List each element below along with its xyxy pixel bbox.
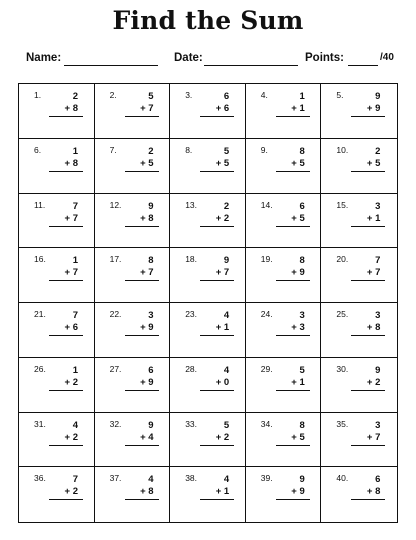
problem-cell[interactable] bbox=[95, 303, 171, 358]
points-denominator: /40 bbox=[380, 52, 394, 63]
plus-operator: + bbox=[140, 212, 146, 224]
addend-top: 7 bbox=[375, 255, 381, 267]
addend-bottom bbox=[128, 486, 154, 497]
problem-number: 14. bbox=[260, 199, 273, 210]
addend-top: 1 bbox=[72, 145, 78, 157]
problem-cell[interactable] bbox=[321, 358, 397, 413]
problem-number: 9. bbox=[260, 144, 268, 155]
addend-top: 4 bbox=[223, 474, 230, 486]
sum-line bbox=[49, 116, 83, 117]
addend-top: 5 bbox=[223, 145, 230, 157]
plus-operator: + bbox=[215, 267, 222, 279]
addend-bottom-value: 5 bbox=[299, 212, 305, 224]
sum-line bbox=[351, 171, 385, 172]
worksheet-header bbox=[0, 52, 416, 70]
addend-top: 5 bbox=[223, 419, 230, 431]
sum-line bbox=[351, 280, 385, 281]
plus-operator: + bbox=[64, 212, 71, 224]
addend-bottom bbox=[279, 432, 305, 443]
problem-number: 12. bbox=[109, 199, 122, 210]
sum-line bbox=[276, 390, 310, 391]
addend-bottom bbox=[354, 486, 380, 497]
sum-line bbox=[125, 171, 159, 172]
name-field-line[interactable] bbox=[64, 65, 158, 66]
addend-bottom bbox=[354, 213, 380, 224]
problem-cell[interactable] bbox=[246, 358, 322, 413]
name-label: Name: bbox=[26, 52, 62, 64]
addend-top: 2 bbox=[375, 145, 381, 157]
problem-number: 10. bbox=[336, 144, 349, 155]
addend-bottom bbox=[354, 267, 380, 278]
addend-top: 9 bbox=[148, 419, 154, 431]
addend-top: 3 bbox=[375, 310, 381, 321]
plus-operator: + bbox=[291, 103, 297, 114]
problem-cell[interactable] bbox=[95, 248, 171, 303]
plus-operator: + bbox=[64, 157, 71, 169]
addend-bottom bbox=[128, 103, 154, 114]
problem-cell[interactable] bbox=[170, 413, 246, 468]
addend-top: 1 bbox=[72, 255, 78, 267]
problem-grid bbox=[18, 83, 398, 523]
plus-operator: + bbox=[366, 212, 373, 224]
plus-operator: + bbox=[366, 376, 373, 388]
problem-cell[interactable] bbox=[95, 84, 171, 139]
addend-bottom bbox=[203, 432, 229, 443]
addend-bottom bbox=[203, 267, 229, 278]
sum-line bbox=[276, 335, 310, 336]
addend-bottom-value: 6 bbox=[223, 103, 230, 114]
problem-cell[interactable] bbox=[19, 303, 95, 358]
plus-operator: + bbox=[140, 486, 146, 498]
problem-number: 11. bbox=[34, 199, 46, 210]
plus-operator: + bbox=[215, 376, 222, 388]
sum-line bbox=[49, 445, 83, 446]
addend-bottom bbox=[279, 486, 305, 497]
addend-bottom-value: 5 bbox=[148, 157, 154, 169]
problem-cell[interactable] bbox=[19, 84, 95, 139]
problem-cell[interactable] bbox=[321, 467, 397, 522]
addend-top: 6 bbox=[299, 200, 305, 212]
sum-line bbox=[49, 226, 83, 227]
problem-number: 22. bbox=[109, 309, 122, 319]
plus-operator: + bbox=[215, 157, 222, 169]
addend-bottom-value: 5 bbox=[223, 157, 230, 169]
addend-top: 8 bbox=[148, 255, 154, 267]
problem-number: 24. bbox=[260, 309, 273, 319]
addend-top: 3 bbox=[375, 419, 381, 431]
problem-cell[interactable] bbox=[246, 467, 322, 522]
addend-bottom bbox=[128, 322, 154, 333]
addend-bottom bbox=[279, 322, 305, 333]
addend-top: 3 bbox=[299, 310, 305, 321]
plus-operator: + bbox=[64, 376, 71, 388]
sum-line bbox=[200, 280, 234, 281]
addend-bottom bbox=[203, 158, 229, 169]
addend-top: 4 bbox=[223, 364, 230, 376]
addend-bottom-value: 2 bbox=[223, 212, 230, 224]
problem-number: 29. bbox=[260, 363, 273, 374]
sum-line bbox=[351, 499, 385, 500]
sum-line bbox=[125, 335, 159, 336]
problem-cell[interactable] bbox=[170, 194, 246, 249]
addend-bottom bbox=[279, 377, 305, 388]
problem-number: 28. bbox=[185, 363, 198, 374]
plus-operator: + bbox=[64, 267, 71, 279]
sum-line bbox=[200, 226, 234, 227]
addend-bottom-value: 8 bbox=[375, 322, 381, 333]
addend-bottom bbox=[128, 377, 154, 388]
points-label: Points: bbox=[305, 52, 344, 64]
addend-bottom-value: 5 bbox=[299, 157, 305, 169]
addend-bottom bbox=[52, 377, 78, 388]
problem-number: 23. bbox=[185, 309, 198, 319]
addend-bottom-value: 8 bbox=[148, 486, 154, 498]
addend-bottom bbox=[354, 432, 380, 443]
addend-bottom bbox=[52, 158, 78, 169]
addend-top: 2 bbox=[148, 145, 154, 157]
sum-line bbox=[200, 445, 234, 446]
sum-line bbox=[200, 171, 234, 172]
problem-cell[interactable] bbox=[170, 303, 246, 358]
addend-bottom-value: 3 bbox=[299, 322, 305, 333]
addend-bottom bbox=[354, 158, 380, 169]
plus-operator: + bbox=[366, 267, 373, 279]
problem-number: 16. bbox=[34, 254, 46, 265]
addend-top: 7 bbox=[72, 200, 78, 212]
addend-bottom-value: 5 bbox=[375, 157, 381, 169]
addend-bottom-value: 1 bbox=[223, 322, 230, 333]
addend-top: 7 bbox=[72, 310, 78, 321]
addend-top: 5 bbox=[299, 364, 305, 376]
addend-top: 5 bbox=[148, 91, 154, 102]
plus-operator: + bbox=[64, 103, 71, 114]
problem-number: 31. bbox=[34, 418, 46, 429]
plus-operator: + bbox=[291, 322, 297, 333]
addend-bottom bbox=[354, 103, 380, 114]
problem-cell[interactable] bbox=[246, 303, 322, 358]
problem-number: 18. bbox=[185, 254, 198, 265]
addend-top: 6 bbox=[148, 364, 154, 376]
addend-top: 4 bbox=[148, 474, 154, 486]
plus-operator: + bbox=[366, 322, 373, 333]
addend-top: 6 bbox=[375, 474, 381, 486]
addend-top: 1 bbox=[299, 91, 305, 102]
addend-bottom-value: 1 bbox=[299, 103, 305, 114]
problem-number: 25. bbox=[336, 309, 349, 319]
addend-bottom-value: 7 bbox=[148, 267, 154, 279]
problem-number: 39. bbox=[260, 473, 273, 484]
problem-number: 36. bbox=[34, 473, 46, 484]
sum-line bbox=[351, 116, 385, 117]
problem-cell[interactable] bbox=[321, 194, 397, 249]
addend-top: 8 bbox=[299, 145, 305, 157]
addend-bottom-value: 9 bbox=[375, 103, 381, 114]
addend-top: 9 bbox=[299, 474, 305, 486]
problem-number: 5. bbox=[336, 90, 344, 100]
sum-line bbox=[125, 280, 159, 281]
sum-line bbox=[276, 499, 310, 500]
plus-operator: + bbox=[64, 431, 71, 443]
addend-bottom-value: 8 bbox=[72, 103, 78, 114]
sum-line bbox=[125, 390, 159, 391]
problem-cell[interactable] bbox=[321, 84, 397, 139]
addend-top: 4 bbox=[72, 419, 78, 431]
addend-top: 9 bbox=[223, 255, 230, 267]
addend-bottom-value: 1 bbox=[223, 486, 230, 498]
plus-operator: + bbox=[366, 486, 373, 498]
addend-bottom bbox=[203, 322, 229, 333]
sum-line bbox=[49, 335, 83, 336]
problem-number: 32. bbox=[109, 418, 122, 429]
addend-bottom bbox=[279, 213, 305, 224]
addend-bottom bbox=[203, 213, 229, 224]
plus-operator: + bbox=[215, 103, 222, 114]
sum-line bbox=[125, 445, 159, 446]
addend-top: 1 bbox=[72, 364, 78, 376]
problem-cell[interactable] bbox=[19, 358, 95, 413]
plus-operator: + bbox=[366, 431, 373, 443]
addend-top: 9 bbox=[375, 364, 381, 376]
problem-cell[interactable] bbox=[246, 248, 322, 303]
problem-cell[interactable] bbox=[246, 139, 322, 194]
addend-top: 3 bbox=[148, 310, 154, 321]
plus-operator: + bbox=[140, 157, 146, 169]
problem-number: 13. bbox=[185, 199, 198, 210]
sum-line bbox=[276, 116, 310, 117]
problem-number: 1. bbox=[34, 90, 42, 100]
problem-cell[interactable] bbox=[321, 139, 397, 194]
plus-operator: + bbox=[140, 267, 146, 279]
problem-number: 30. bbox=[336, 363, 349, 374]
addend-top: 8 bbox=[299, 255, 305, 267]
addend-top: 7 bbox=[72, 474, 78, 486]
plus-operator: + bbox=[64, 486, 71, 498]
addend-bottom bbox=[203, 377, 229, 388]
problem-number: 17. bbox=[109, 254, 122, 265]
addend-bottom bbox=[279, 158, 305, 169]
plus-operator: + bbox=[291, 486, 297, 498]
plus-operator: + bbox=[366, 103, 373, 114]
addend-bottom-value: 0 bbox=[223, 376, 230, 388]
addend-top: 9 bbox=[148, 200, 154, 212]
sum-line bbox=[276, 171, 310, 172]
problem-number: 27. bbox=[109, 363, 122, 374]
addend-bottom-value: 2 bbox=[223, 431, 230, 443]
sum-line bbox=[200, 499, 234, 500]
problem-number: 4. bbox=[260, 90, 268, 100]
plus-operator: + bbox=[140, 322, 146, 333]
sum-line bbox=[125, 499, 159, 500]
addend-bottom bbox=[128, 267, 154, 278]
sum-line bbox=[351, 445, 385, 446]
addend-bottom-value: 9 bbox=[148, 376, 154, 388]
addend-bottom-value: 1 bbox=[375, 212, 381, 224]
problem-cell[interactable] bbox=[19, 194, 95, 249]
sum-line bbox=[200, 390, 234, 391]
problem-number: 15. bbox=[336, 199, 349, 210]
problem-number: 40. bbox=[336, 473, 349, 484]
problem-cell[interactable] bbox=[170, 467, 246, 522]
addend-top: 8 bbox=[299, 419, 305, 431]
addend-bottom-value: 9 bbox=[299, 486, 305, 498]
addend-bottom-value: 8 bbox=[375, 486, 381, 498]
problem-cell[interactable] bbox=[95, 194, 171, 249]
problem-cell[interactable] bbox=[170, 139, 246, 194]
addend-bottom-value: 7 bbox=[72, 267, 78, 279]
sum-line bbox=[351, 226, 385, 227]
addend-bottom-value: 1 bbox=[299, 376, 305, 388]
problem-cell[interactable] bbox=[95, 139, 171, 194]
problem-cell[interactable] bbox=[321, 413, 397, 468]
problem-number: 6. bbox=[34, 144, 42, 155]
addend-bottom-value: 4 bbox=[148, 431, 154, 443]
sum-line bbox=[125, 226, 159, 227]
addend-bottom bbox=[52, 322, 78, 333]
plus-operator: + bbox=[140, 431, 146, 443]
problem-cell[interactable] bbox=[95, 467, 171, 522]
plus-operator: + bbox=[215, 486, 222, 498]
problem-number: 20. bbox=[336, 254, 349, 265]
problem-number: 37. bbox=[109, 473, 122, 484]
addend-bottom bbox=[52, 432, 78, 443]
problem-cell[interactable] bbox=[170, 358, 246, 413]
problem-cell[interactable] bbox=[170, 84, 246, 139]
plus-operator: + bbox=[291, 157, 297, 169]
problem-cell[interactable] bbox=[246, 413, 322, 468]
problem-cell[interactable] bbox=[19, 248, 95, 303]
sum-line bbox=[49, 171, 83, 172]
addend-top: 2 bbox=[72, 91, 78, 102]
problem-cell[interactable] bbox=[246, 84, 322, 139]
problem-number: 3. bbox=[185, 90, 193, 100]
addend-bottom-value: 2 bbox=[72, 431, 78, 443]
plus-operator: + bbox=[140, 103, 146, 114]
sum-line bbox=[351, 390, 385, 391]
plus-operator: + bbox=[291, 376, 297, 388]
addend-bottom bbox=[203, 103, 229, 114]
sum-line bbox=[200, 116, 234, 117]
addend-bottom-value: 7 bbox=[375, 431, 381, 443]
addend-bottom-value: 6 bbox=[72, 322, 78, 333]
sum-line bbox=[49, 280, 83, 281]
plus-operator: + bbox=[140, 376, 146, 388]
addend-top: 9 bbox=[375, 91, 381, 102]
problem-cell[interactable] bbox=[170, 248, 246, 303]
problem-cell[interactable] bbox=[19, 413, 95, 468]
addend-bottom-value: 2 bbox=[72, 376, 78, 388]
sum-line bbox=[276, 280, 310, 281]
addend-bottom-value: 7 bbox=[72, 212, 78, 224]
problem-number: 19. bbox=[260, 254, 273, 265]
plus-operator: + bbox=[64, 322, 71, 333]
plus-operator: + bbox=[366, 157, 373, 169]
addend-bottom-value: 5 bbox=[299, 431, 305, 443]
addend-top: 4 bbox=[223, 310, 230, 321]
addend-bottom-value: 2 bbox=[72, 486, 78, 498]
date-label: Date: bbox=[174, 52, 203, 64]
sum-line bbox=[276, 445, 310, 446]
problem-number: 21. bbox=[34, 309, 46, 319]
addend-bottom bbox=[52, 267, 78, 278]
addend-bottom-value: 8 bbox=[72, 157, 78, 169]
plus-operator: + bbox=[291, 431, 297, 443]
addend-bottom-value: 9 bbox=[299, 267, 305, 279]
addend-bottom bbox=[354, 377, 380, 388]
problem-cell[interactable] bbox=[321, 248, 397, 303]
addend-top: 2 bbox=[223, 200, 230, 212]
date-field-line[interactable] bbox=[204, 65, 298, 66]
problem-cell[interactable] bbox=[19, 467, 95, 522]
plus-operator: + bbox=[291, 267, 297, 279]
plus-operator: + bbox=[215, 431, 222, 443]
problem-number: 33. bbox=[185, 418, 198, 429]
problem-number: 7. bbox=[109, 144, 117, 155]
plus-operator: + bbox=[215, 322, 222, 333]
addend-bottom-value: 8 bbox=[148, 212, 154, 224]
problem-cell[interactable] bbox=[95, 358, 171, 413]
addend-bottom-value: 9 bbox=[148, 322, 154, 333]
addend-bottom bbox=[52, 213, 78, 224]
points-field-line[interactable] bbox=[348, 65, 378, 66]
problem-number: 35. bbox=[336, 418, 349, 429]
addend-bottom bbox=[52, 486, 78, 497]
sum-line bbox=[351, 335, 385, 336]
addend-bottom-value: 7 bbox=[148, 103, 154, 114]
addend-top: 3 bbox=[375, 200, 381, 212]
sum-line bbox=[125, 116, 159, 117]
addend-bottom bbox=[128, 158, 154, 169]
addend-bottom bbox=[128, 432, 154, 443]
addend-bottom-value: 7 bbox=[223, 267, 230, 279]
problem-cell[interactable] bbox=[95, 413, 171, 468]
addend-bottom bbox=[203, 486, 229, 497]
addend-bottom-value: 7 bbox=[375, 267, 381, 279]
sum-line bbox=[200, 335, 234, 336]
addend-top: 6 bbox=[223, 91, 230, 102]
plus-operator: + bbox=[215, 212, 222, 224]
problem-number: 8. bbox=[185, 144, 193, 155]
addend-bottom bbox=[279, 103, 305, 114]
addend-bottom bbox=[279, 267, 305, 278]
problem-number: 34. bbox=[260, 418, 273, 429]
problem-cell[interactable] bbox=[246, 194, 322, 249]
plus-operator: + bbox=[291, 212, 297, 224]
problem-cell[interactable] bbox=[19, 139, 95, 194]
sum-line bbox=[49, 499, 83, 500]
page-title: Find the Sum bbox=[112, 6, 304, 35]
problem-number: 38. bbox=[185, 473, 198, 484]
sum-line bbox=[49, 390, 83, 391]
problem-number: 26. bbox=[34, 363, 46, 374]
sum-line bbox=[276, 226, 310, 227]
problem-cell[interactable] bbox=[321, 303, 397, 358]
addend-bottom-value: 2 bbox=[375, 376, 381, 388]
addend-bottom bbox=[52, 103, 78, 114]
problem-number: 2. bbox=[109, 90, 117, 100]
addend-bottom bbox=[354, 322, 380, 333]
addend-bottom bbox=[128, 213, 154, 224]
